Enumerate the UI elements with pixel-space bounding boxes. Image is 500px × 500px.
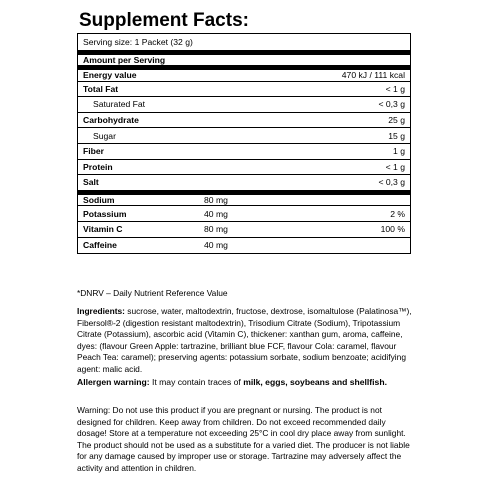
saturated-fat-row bbox=[78, 97, 410, 113]
micro-amount: 80 mg bbox=[204, 195, 228, 206]
warning-label: Warning: bbox=[77, 405, 111, 415]
micro-amount: 80 mg bbox=[204, 224, 228, 235]
allergen-block bbox=[77, 377, 415, 389]
nutrient-name: Total Fat bbox=[83, 83, 119, 94]
warning-block bbox=[77, 405, 415, 475]
ingredients-text: sucrose, water, maltodextrin, fructose, dextrose, isomaltulose (Palatinosa™), Fibersol®-2 (digestion resistant maltodextrin), Trisodium Citrate (Sodium), Tripotassium Citrate (Potassium), ascorbic acid (Vitamin C), thickener: xanthan gum, aroma, caffeine, dyes: (flavour Green Apple: tartrazine, brilliant blue FCF, flavour Cola: caramel, flavour Peach Tea: caramel); preserving agents: potassium sorbate, sodium benzoate; acidifying agent: malic acid. bbox=[77, 306, 412, 374]
micronutrient-table bbox=[78, 191, 410, 253]
nutrient-name: Salt bbox=[83, 177, 99, 188]
nutrient-name: Fiber bbox=[83, 146, 105, 157]
ingredients-block bbox=[77, 306, 415, 376]
serving-size: Serving size: 1 Packet (32 g) bbox=[83, 37, 193, 47]
facts-panel bbox=[77, 33, 411, 254]
caffeine-row bbox=[78, 238, 410, 254]
amount-per-serving: Amount per Serving bbox=[83, 55, 166, 65]
carbohydrate-row bbox=[78, 113, 410, 129]
allergen-label: Allergen warning: bbox=[77, 377, 150, 387]
serving-size-row bbox=[78, 34, 410, 51]
nutrient-name: Energy value bbox=[83, 70, 137, 81]
label-title: Supplement Facts: bbox=[79, 10, 249, 31]
nutrient-value: 25 g bbox=[388, 115, 405, 126]
potassium-row bbox=[78, 206, 410, 222]
supplement-facts-label bbox=[77, 10, 411, 254]
ingredients-label: Ingredients: bbox=[77, 306, 125, 316]
micro-name: Potassium bbox=[83, 208, 127, 219]
nutrient-value: 15 g bbox=[388, 130, 405, 141]
allergen-items: milk, eggs, soybeans and shellfish. bbox=[243, 377, 387, 387]
protein-row bbox=[78, 160, 410, 176]
micro-dv: 2 % bbox=[390, 208, 405, 219]
micro-name: Vitamin C bbox=[83, 224, 123, 235]
micro-amount: 40 mg bbox=[204, 240, 228, 251]
nutrient-name: Protein bbox=[83, 161, 113, 172]
nutrient-value: 1 g bbox=[393, 146, 405, 157]
micro-dv: 100 % bbox=[380, 224, 405, 235]
footnote: *DNRV – Daily Nutrient Reference Value bbox=[77, 288, 228, 298]
allergen-text: It may contain traces of bbox=[149, 377, 244, 387]
nutrient-value: < 0,3 g bbox=[378, 177, 405, 188]
sodium-row bbox=[78, 191, 410, 207]
warning-text: Do not use this product if you are pregnant or nursing. The product is not designed for children. Keep away from children. Do not exceed recommended daily dosage! Store at a temperature not exceeding 25°C in cool dry place away from sunlight. The product should not be used as a substitute for a varied diet. The producer is not liable for any damage caused by improper use or storage. Tartrazine may adversely affect the activity and attention in children. bbox=[77, 405, 410, 473]
amount-per-serving-row bbox=[78, 51, 410, 66]
micro-amount: 40 mg bbox=[204, 208, 228, 219]
sugar-row bbox=[78, 128, 410, 144]
nutrient-name: Saturated Fat bbox=[93, 99, 146, 110]
total-fat-row bbox=[78, 82, 410, 98]
micro-name: Caffeine bbox=[83, 240, 117, 251]
nutrient-value: < 0,3 g bbox=[378, 99, 405, 110]
micro-name: Sodium bbox=[83, 195, 115, 206]
nutrient-name: Sugar bbox=[93, 130, 116, 141]
vitamin-c-row bbox=[78, 222, 410, 238]
salt-row bbox=[78, 175, 410, 191]
nutrient-value: < 1 g bbox=[385, 161, 405, 172]
fiber-row bbox=[78, 144, 410, 160]
nutrient-name: Carbohydrate bbox=[83, 115, 139, 126]
nutrient-value: 470 kJ / 111 kcal bbox=[341, 70, 405, 81]
nutrient-value: < 1 g bbox=[385, 83, 405, 94]
energy-row bbox=[78, 66, 410, 82]
